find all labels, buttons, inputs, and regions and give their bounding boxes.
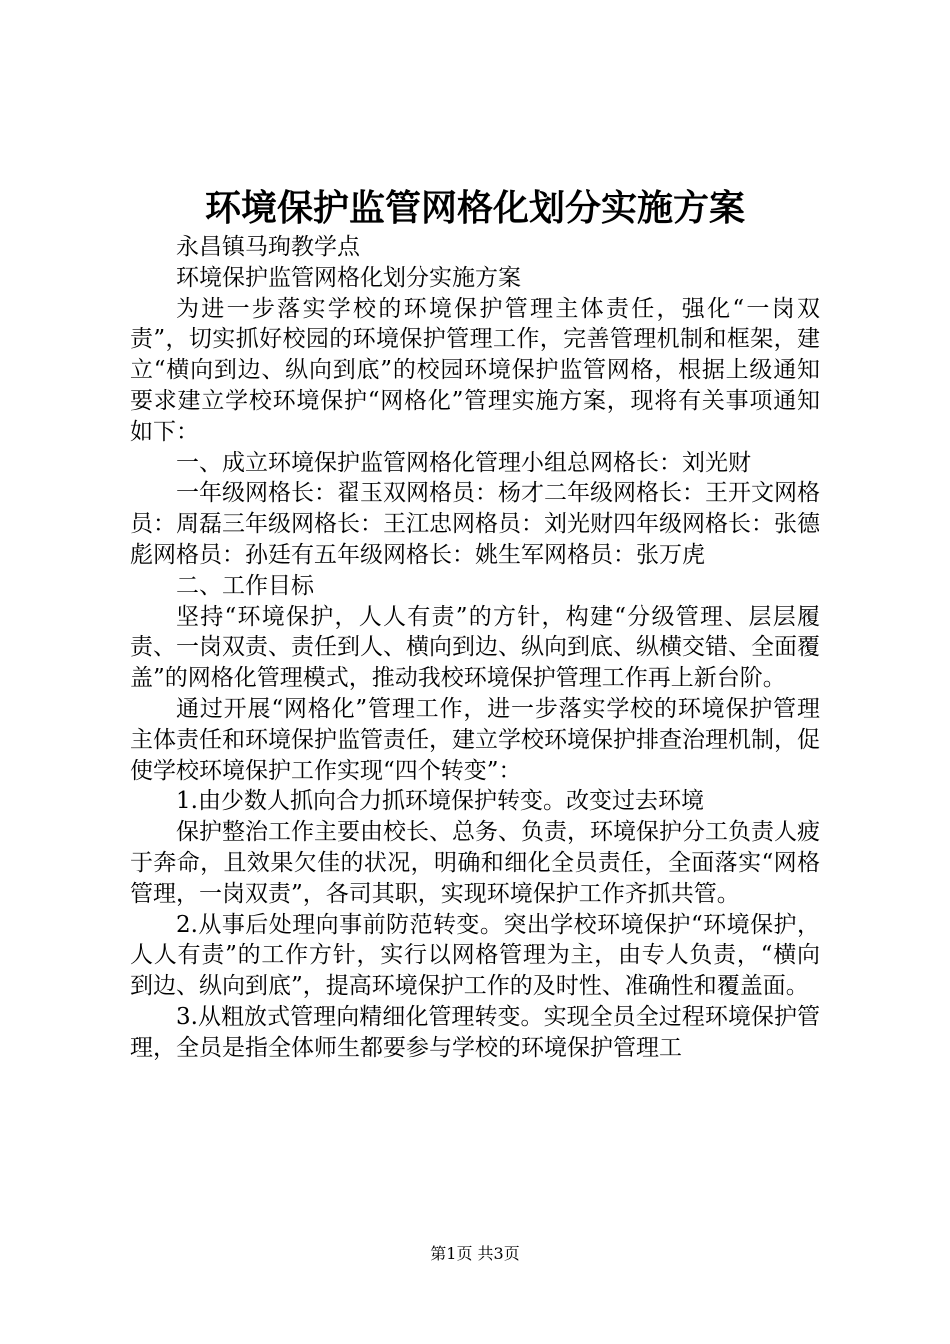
document-title: 环境保护监管网格化划分实施方案 <box>204 187 745 229</box>
paragraph-section-one: 一、成立环境保护监管网格化管理小组总网格长：刘光财 <box>176 449 751 476</box>
paragraph-item-two: 2.从事后处理向事前防范转变。突出学校环境保护“环境保护，人人有责”的工作方针，实行以网格管理为主，由专人负责，“横向到边、纵向到底”，提高环境保护工作的及时性、准确性和覆盖面。 <box>130 911 820 1000</box>
paragraph-school-name: 永昌镇马珣教学点 <box>176 234 360 260</box>
paragraph-section-two: 二、工作目标 <box>176 572 314 599</box>
document-body <box>130 232 820 1064</box>
paragraph-four-changes: 通过开展“网格化”管理工作，进一步落实学校的环境保护管理主体责任和环境保护监管责任，建立学校环境保护排查治理机制，促使学校环境保护工作实现“四个转变”： <box>130 695 820 784</box>
page-footer: 第1页 共3页 <box>430 1244 520 1263</box>
paragraph-subtitle: 环境保护监管网格化划分实施方案 <box>176 264 521 291</box>
paragraph-item-three: 3.从粗放式管理向精细化管理转变。实现全员全过程环境保护管理，全员是指全体师生都要参与学校的环境保护管理工 <box>130 1003 820 1061</box>
paragraph-item-one: 1.由少数人抓向合力抓环境保护转变。改变过去环境 <box>176 788 704 815</box>
paragraph-principle: 坚持“环境保护，人人有责”的方针，构建“分级管理、层层履责、一岗双责、责任到人、横向到边、纵向到底、纵横交错、全面覆盖”的网格化管理模式，推动我校环境保护管理工作再上新台阶。 <box>130 603 820 692</box>
paragraph-grid-members: 一年级网格长：翟玉双网格员：杨才二年级网格长：王开文网格员：周磊三年级网格长：王江忠网格员：刘光财四年级网格长：张德彪网格员：孙廷有五年级网格长：姚生军网格员：张万虎 <box>130 480 820 568</box>
paragraph-intro: 为进一步落实学校的环境保护管理主体责任，强化“一岗双责”，切实抓好校园的环境保护管理工作，完善管理机制和框架，建立“横向到边、纵向到底”的校园环境保护监管网格，根据上级通知要求建立学校环境保护“网格化”管理实施方案，现将有关事项通知如下： <box>130 295 820 445</box>
paragraph-item-one-detail: 保护整治工作主要由校长、总务、负责，环境保护分工负责人疲于奔命，且效果欠佳的状况，明确和细化全员责任，全面落实“网格管理，一岗双责”，各司其职，实现环境保护工作齐抓共管。 <box>130 819 820 907</box>
